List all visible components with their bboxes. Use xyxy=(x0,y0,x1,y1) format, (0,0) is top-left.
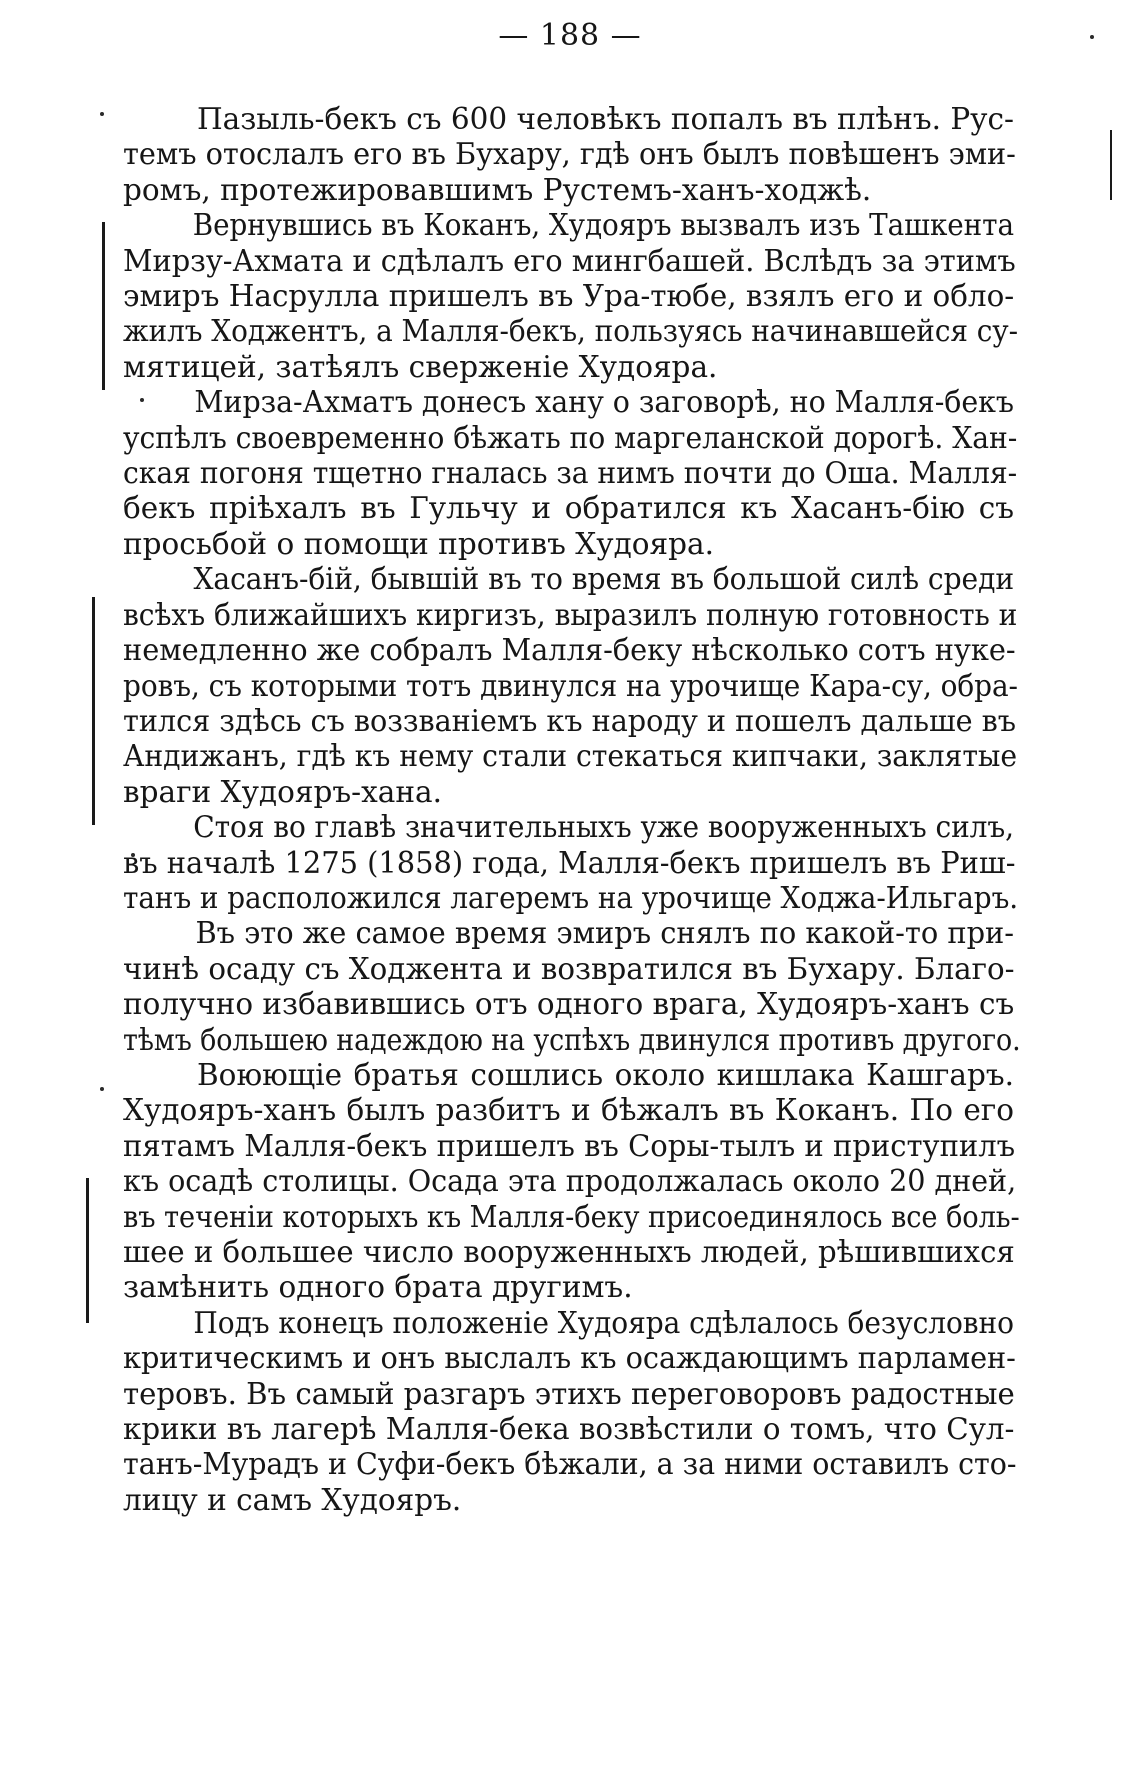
margin-mark-left-1 xyxy=(102,222,105,390)
text-line: крики въ лагерѣ Малля-бека возвѣстили о томъ, что Сул- xyxy=(123,1412,1015,1447)
text-line: успѣлъ своевременно бѣжать по маргеланской дорогѣ. Хан- xyxy=(123,420,1018,455)
text-line: враги Худояръ-хана. xyxy=(123,774,442,809)
text-line: тился здѣсь съ воззваніемъ къ народу и пошелъ дальше въ xyxy=(123,703,1017,738)
text-line: Вернувшись въ Коканъ, Худояръ вызвалъ изъ Ташкента xyxy=(192,208,1015,243)
paragraph xyxy=(123,1058,1088,1306)
text-line: шее и большее число вооруженныхъ людей, рѣшившихся xyxy=(123,1235,1015,1269)
text-line: Хасанъ-бій, бывшій въ то время въ большой силѣ среди xyxy=(193,562,1015,597)
text-line: Пазыль-бекъ съ 600 человѣкъ попалъ въ плѣнъ. Рус- xyxy=(196,102,1015,136)
paragraph xyxy=(123,810,1088,916)
text-line: въ теченіи которыхъ къ Малля-беку присоединялось все боль- xyxy=(123,1199,1020,1234)
text-line: Мирзу-Ахмата и сдѣлалъ его мингбашей. Вслѣдъ за этимъ xyxy=(123,243,1016,278)
paragraph xyxy=(123,916,1088,1058)
margin-dot xyxy=(100,112,104,116)
paragraph xyxy=(123,1306,1088,1518)
text-line: темъ отослалъ его въ Бухару, гдѣ онъ былъ повѣшенъ эми- xyxy=(123,137,1016,172)
text-line: пятамъ Малля-бекъ пришелъ въ Соры-тылъ и приступилъ xyxy=(123,1128,1016,1163)
margin-mark-left-3 xyxy=(86,1178,89,1323)
paragraph xyxy=(123,102,1088,208)
margin-dot xyxy=(1090,35,1094,39)
text-line: получно избавившись отъ одного врага, Худояръ-ханъ съ xyxy=(123,987,1015,1022)
text-line: танъ-Мурадъ и Суфи-бекъ бѣжали, а за ними оставилъ сто- xyxy=(123,1447,1017,1482)
text-line: эмиръ Насрулла пришелъ въ Ура-тюбе, взялъ его и обло- xyxy=(123,279,1015,314)
text-line: чинѣ осаду съ Ходжента и возвратился въ Бухару. Благо- xyxy=(123,951,1015,986)
text-line: бекъ пріѣхалъ въ Гульчу и обратился къ Хасанъ-бію съ xyxy=(123,491,1014,526)
margin-mark-left-2 xyxy=(92,597,95,825)
text-line: Стоя во главѣ значительныхъ уже вооруженныхъ силъ, xyxy=(193,810,1014,845)
text-line: теровъ. Въ самый разгаръ этихъ переговоровъ радостные xyxy=(123,1376,1015,1411)
text-line: въ началѣ 1275 (1858) года, Малля-бекъ пришелъ въ Риш- xyxy=(123,845,1016,880)
text-line: танъ и расположился лагеремъ на урочище Ходжа-Ильгаръ. xyxy=(123,880,1019,915)
text-line: Воюющіе братья сошлись около кишлака Кашгаръ. xyxy=(197,1057,1014,1092)
paragraph xyxy=(123,562,1088,810)
text-line: ская погоня тщетно гналась за нимъ почти до Оша. Малля- xyxy=(123,456,1018,491)
paragraph xyxy=(123,208,1088,385)
text-line: жилъ Ходжентъ, а Малля-бекъ, пользуясь начинавшейся су- xyxy=(123,314,1019,349)
paragraph xyxy=(123,385,1088,562)
text-line: замѣнить одного брата другимъ. xyxy=(123,1270,633,1305)
text-line: къ осадѣ столицы. Осада эта продолжалась около 20 дней, xyxy=(123,1164,1017,1199)
text-line: просьбой о помощи противъ Худояра. xyxy=(123,526,714,561)
text-line: тѣмъ большею надеждою на успѣхъ двинулся противъ другого. xyxy=(123,1022,1021,1057)
body-text xyxy=(123,102,1088,1518)
text-line: всѣхъ ближайшихъ киргизъ, выразилъ полную готовность и xyxy=(123,597,1018,632)
text-line: Подъ конецъ положеніе Худояра сдѣлалось безусловно xyxy=(193,1305,1015,1340)
text-line: немедленно же собралъ Малля-беку нѣсколько сотъ нуке- xyxy=(123,633,1016,668)
text-line: критическимъ и онъ выслалъ къ осаждающимъ парламен- xyxy=(123,1341,1016,1376)
text-line: Худояръ-ханъ былъ разбитъ и бѣжалъ въ Коканъ. По его xyxy=(123,1093,1014,1128)
text-line: Мирза-Ахматъ донесъ хану о заговорѣ, но Малля-бекъ xyxy=(194,385,1014,420)
text-line: лицу и самъ Худояръ. xyxy=(123,1482,462,1517)
text-line: мятицей, затѣялъ сверженіе Худояра. xyxy=(123,349,718,384)
text-line: Въ это же самое время эмиръ снялъ по какой-то при- xyxy=(195,916,1014,951)
text-line: ромъ, протежировавшимъ Рустемъ-ханъ-ходжѣ. xyxy=(123,172,872,207)
text-line: ровъ, съ которыми тотъ двинулся на урочище Кара-су, обра- xyxy=(123,668,1018,703)
page-number: — 188 — xyxy=(498,18,642,53)
margin-mark-right-1 xyxy=(1110,130,1112,200)
margin-dot xyxy=(100,1087,104,1091)
text-line: Андижанъ, гдѣ къ нему стали стекаться кипчаки, заклятые xyxy=(123,739,1018,774)
